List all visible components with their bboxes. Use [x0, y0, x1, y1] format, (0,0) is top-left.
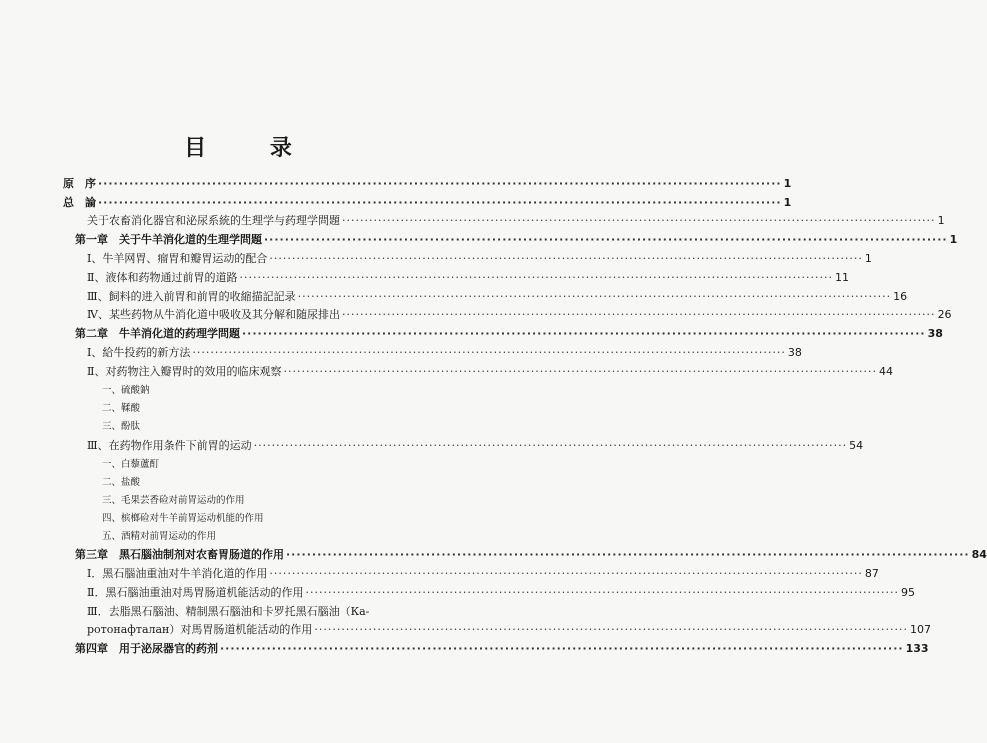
toc-entry-preface[interactable]	[0, 175, 792, 193]
dot-leader	[254, 437, 848, 455]
toc-chapter-4[interactable]	[0, 640, 929, 658]
toc-subitem[interactable]	[0, 400, 606, 418]
toc-entry-page: 1	[783, 196, 792, 209]
toc-subitem[interactable]	[0, 528, 606, 546]
toc-entry-label: 二、鞣酸	[102, 403, 141, 414]
toc-entry-label: 三、酚肽	[102, 421, 141, 432]
dot-leader	[264, 231, 948, 249]
toc-entry-label: 三、毛果芸香硷对前胃运动的作用	[102, 495, 245, 506]
toc-entry-label: Ⅰ、給牛投药的新方法	[87, 346, 191, 359]
toc-entry-page: 1	[937, 214, 945, 227]
dot-leader	[342, 306, 936, 324]
toc-entry-label: 关于农畜消化器官和泌尿系統的生理学与药理学問題	[87, 214, 340, 227]
toc-entry-page: 38	[787, 346, 802, 359]
toc-entry-label: Ⅲ、在药物作用条件下前胃的运动	[87, 439, 252, 452]
toc-entry-label: Ⅰ、牛羊网胃、瘤胃和瓣胃运动的配合	[87, 252, 268, 265]
dot-leader	[283, 363, 877, 381]
dot-leader	[286, 546, 970, 564]
toc-entry-page: 84	[971, 548, 987, 561]
toc-chapter-2[interactable]	[0, 325, 943, 343]
dot-leader	[342, 212, 936, 230]
toc-section-continued[interactable]	[0, 621, 931, 639]
toc-subitem[interactable]	[0, 510, 606, 528]
toc-entry-label: 原 序	[63, 177, 96, 190]
toc-entry-label: Ⅱ、对药物注入瓣胃时的效用的临床观察	[87, 365, 282, 378]
toc-entry-label: Ⅳ、某些药物从牛消化道中吸收及其分解和随尿排出	[87, 308, 340, 321]
toc-section[interactable]	[0, 584, 916, 602]
dot-leader	[98, 175, 782, 193]
toc-subitem[interactable]	[0, 382, 606, 400]
toc-section[interactable]	[0, 288, 908, 306]
toc-entry-label: 二、盐酸	[102, 477, 141, 488]
toc-subitem[interactable]	[0, 492, 606, 510]
toc-entry-page: 1	[783, 177, 792, 190]
toc-entry-page: 16	[893, 290, 908, 303]
toc-entry-page: 1	[864, 252, 872, 265]
toc-entry-general[interactable]	[0, 194, 792, 212]
toc-section[interactable]	[0, 603, 591, 621]
toc-entry-label: 五、酒精对前胃运动的作用	[102, 531, 217, 542]
toc-entry-page: 87	[864, 567, 879, 580]
toc-section[interactable]	[0, 269, 850, 287]
dot-leader	[298, 288, 892, 306]
toc-entry-page: 26	[937, 308, 952, 321]
toc-entry-label: Ⅱ．黑石腦油重油对馬胃肠道机能活动的作用	[87, 586, 304, 599]
toc-section[interactable]	[0, 250, 872, 268]
toc-entry-label: Ⅱ、液体和药物通过前胃的道路	[87, 271, 238, 284]
toc-entry-label: 第二章 牛羊消化道的药理学問題	[75, 327, 240, 340]
toc-chapter-3[interactable]	[0, 546, 987, 564]
toc-section[interactable]	[0, 344, 802, 362]
toc-subitem[interactable]	[0, 418, 606, 436]
dot-leader	[98, 194, 782, 212]
toc-entry-label: 总 論	[63, 196, 96, 209]
dot-leader	[239, 269, 833, 287]
toc-entry-label: 一、白藜蘆酊	[102, 459, 160, 470]
dot-leader	[220, 640, 904, 658]
toc-entry-page: 133	[905, 642, 929, 655]
toc-section[interactable]	[0, 306, 952, 324]
toc-section[interactable]	[0, 565, 879, 583]
toc-entry-label: 第四章 用于泌尿器官的药剂	[75, 642, 218, 655]
toc-entry-label: Ⅰ．黑石腦油重油对牛羊消化道的作用	[87, 567, 268, 580]
page-title: 目 录	[184, 136, 320, 161]
toc-section[interactable]	[0, 437, 864, 455]
dot-leader	[314, 621, 908, 639]
toc-entry-label: 第三章 黑石腦油制剂对农畜胃肠道的作用	[75, 548, 284, 561]
toc-entry-label: Ⅲ．去脂黑石腦油、精制黑石腦油和卡罗托黑石腦油（Ка-	[87, 605, 370, 618]
dot-leader	[305, 584, 899, 602]
dot-leader	[242, 325, 926, 343]
toc-entry-label: 一、硫酸鈉	[102, 385, 150, 396]
toc-entry-page: 54	[849, 439, 864, 452]
toc-entry[interactable]	[0, 212, 945, 230]
dot-leader	[269, 565, 863, 583]
toc-entry-label: ротонафталан）对馬胃肠道机能活动的作用	[87, 623, 313, 636]
toc-entry-page: 1	[949, 233, 958, 246]
toc-subitem[interactable]	[0, 456, 606, 474]
toc-entry-page: 38	[927, 327, 943, 340]
toc-entry-label: 第一章 关于牛羊消化道的生理学問題	[75, 233, 262, 246]
toc-entry-page: 44	[879, 365, 894, 378]
toc-entry-page: 107	[909, 623, 931, 636]
toc-subitem[interactable]	[0, 474, 606, 492]
toc-entry-label: 四、槟榔硷对牛羊前胃运动机能的作用	[102, 513, 264, 524]
toc-chapter-1[interactable]	[0, 231, 958, 249]
toc-entry-page: 95	[901, 586, 916, 599]
toc-section[interactable]	[0, 363, 894, 381]
toc-entry-page: 11	[835, 271, 850, 284]
dot-leader	[269, 250, 863, 268]
dot-leader	[192, 344, 786, 362]
toc-entry-label: Ⅲ、飼料的进入前胃和前胃的收縮描記記录	[87, 290, 296, 303]
